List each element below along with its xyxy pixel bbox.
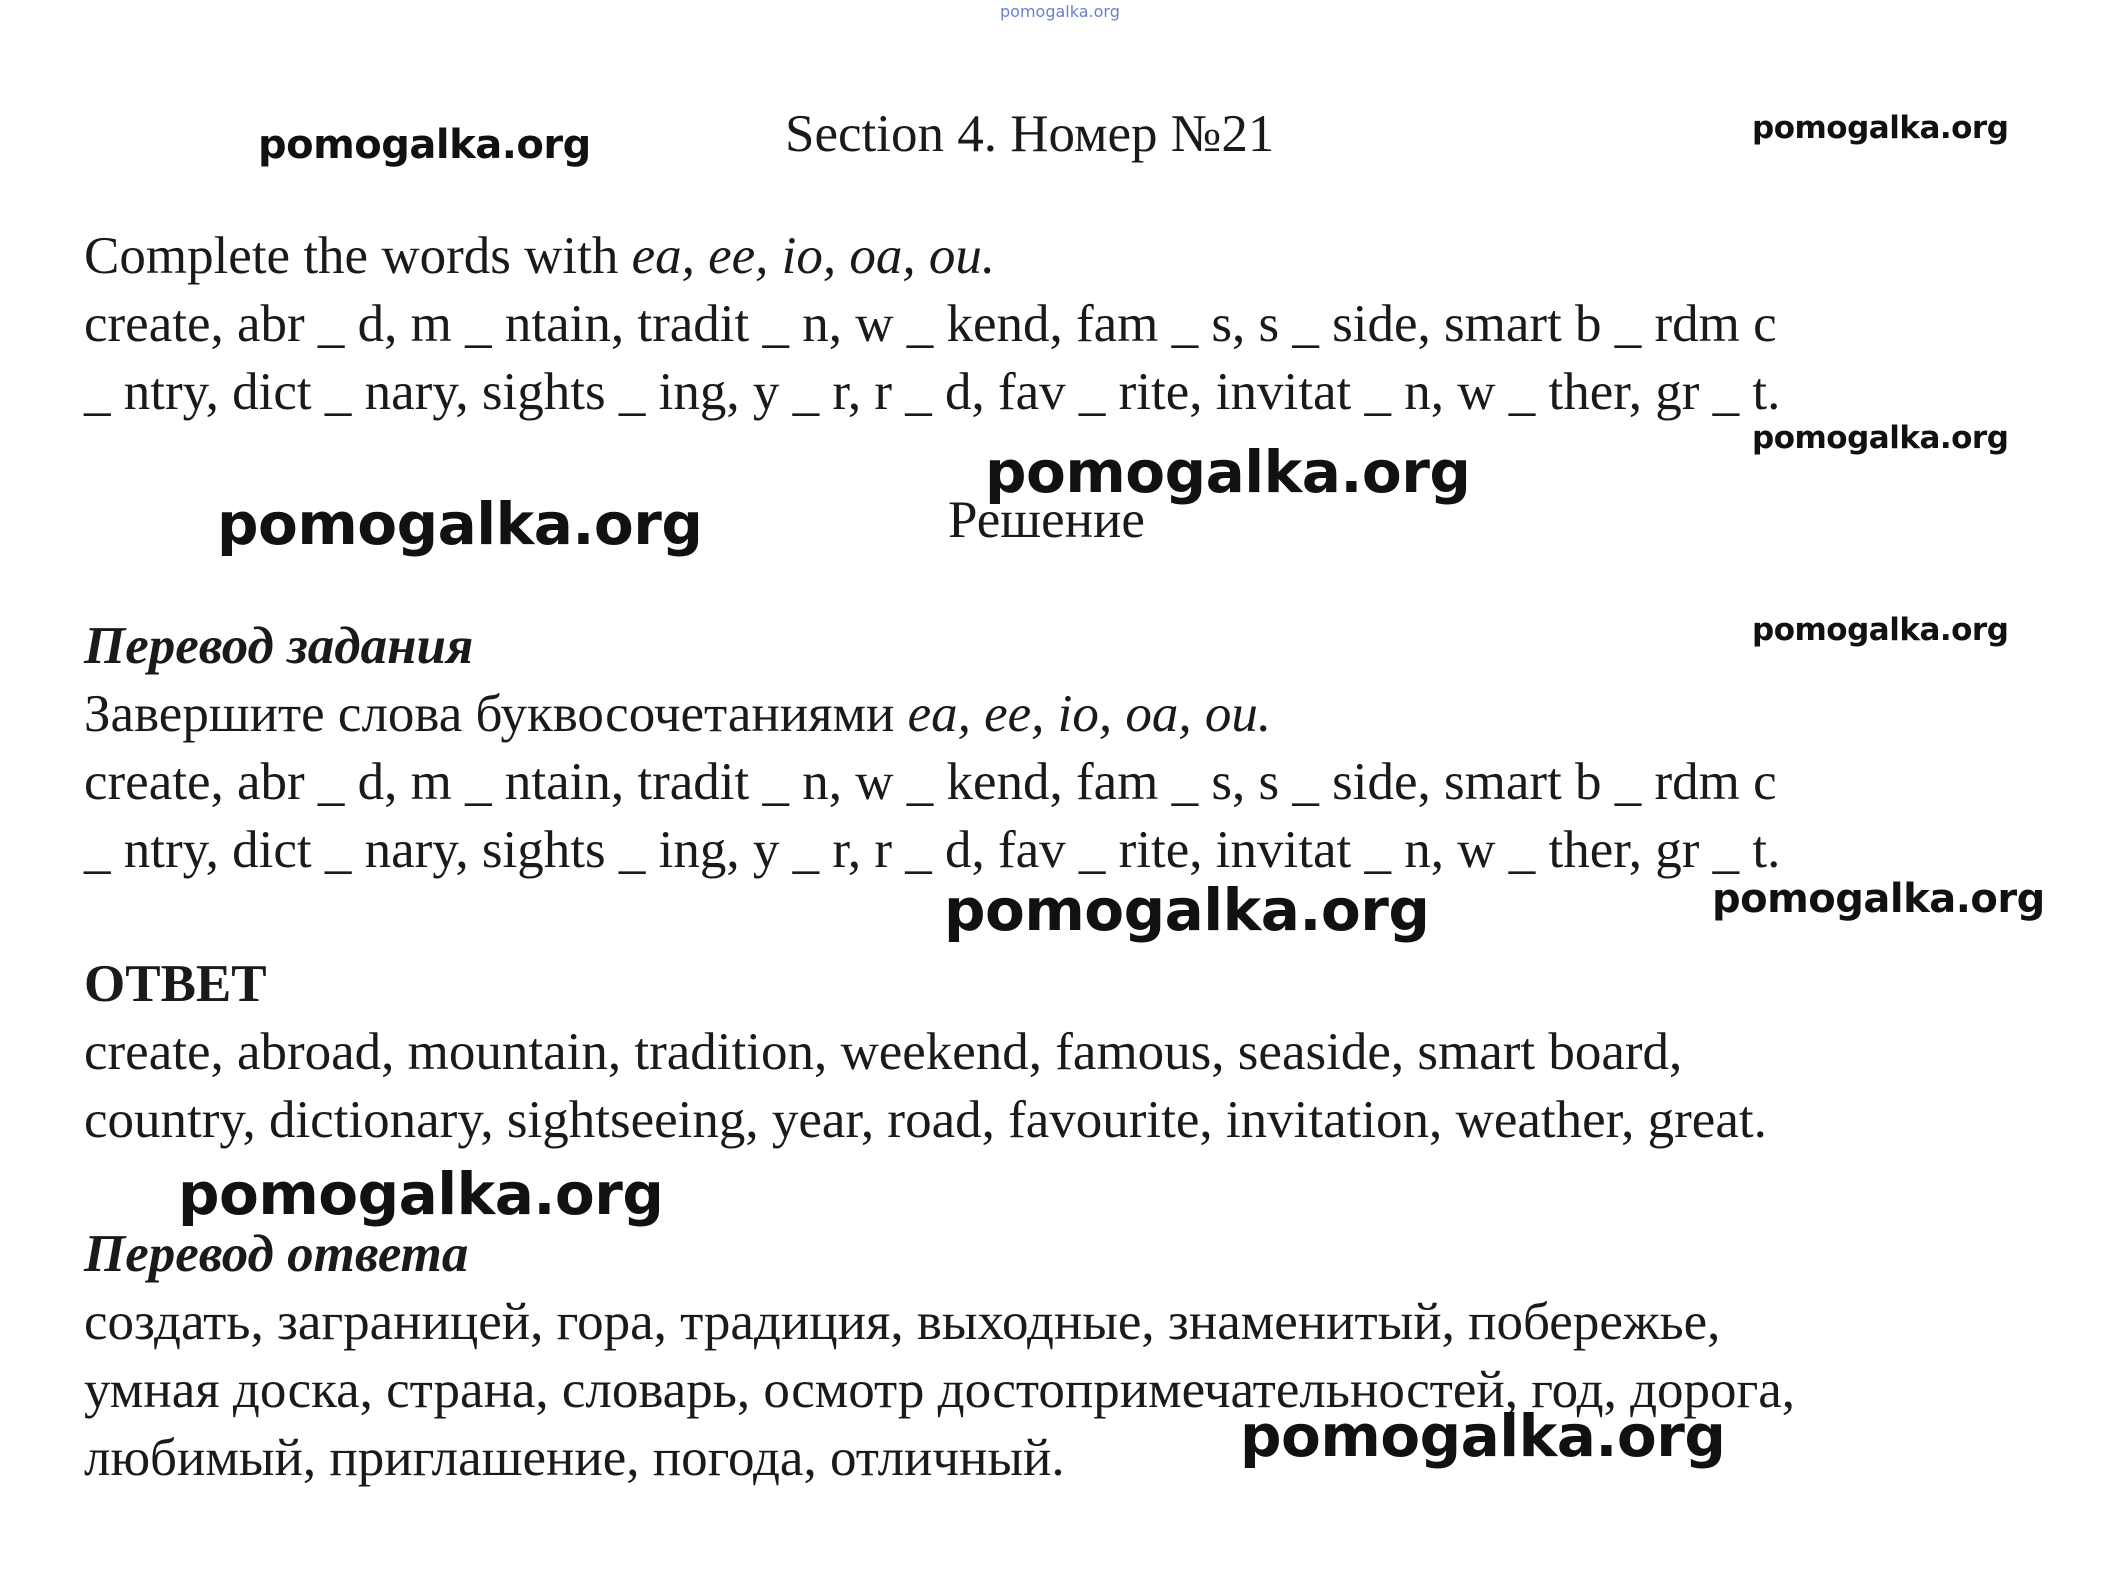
watermark: pomogalka.org [1752,110,2009,146]
answer-translation-heading: Перевод ответа [84,1225,469,1283]
task-instruction [84,222,2044,290]
answer-translation-line-3: любимый, приглашение, погода, отличный. [84,1429,1065,1487]
task-instruction-letters: ea, ee, io, oa, ou. [631,227,996,285]
watermark: pomogalka.org [217,490,703,558]
answer-translation-line-2: умная доска, страна, словарь, осмотр достопримечательностей, год, дорога, [84,1361,1796,1419]
translation-heading: Перевод задания [84,617,474,675]
task-instruction-text: Complete the words with [84,227,632,285]
solution-label: Решение [948,491,1145,549]
answer-line-1: create, abroad, mountain, tradition, weekend, famous, seaside, smart board, [84,1023,1683,1081]
watermark: pomogalka.org [985,438,1471,506]
watermark: pomogalka.org [1752,420,2009,456]
page-title: Section 4. Номер №21 [785,105,1275,163]
translation-instruction-letters: ea, ee, io, oa, ou. [907,685,1272,743]
watermark: pomogalka.org [1712,876,2045,922]
source-mark: pomogalka.org [1000,2,1120,21]
watermark: pomogalka.org [1752,612,2009,648]
watermark: pomogalka.org [1240,1402,1726,1470]
answer-line-2: country, dictionary, sightseeing, year, road, favourite, invitation, weather, great. [84,1091,1767,1149]
watermark: pomogalka.org [258,122,591,168]
translation-instruction [84,680,2044,748]
answer-heading: ОТВЕТ [84,955,267,1013]
task-words-line-1: create, abr _ d, m _ ntain, tradit _ n, w _ kend, fam _ s, s _ side, smart b _ rdm c [84,295,1777,353]
translation-words-line-1: create, abr _ d, m _ ntain, tradit _ n, w _ kend, fam _ s, s _ side, smart b _ rdm c [84,753,1777,811]
translation-instruction-text: Завершите слова буквосочетаниями [84,685,908,743]
translation-words-line-2: _ ntry, dict _ nary, sights _ ing, y _ r, r _ d, fav _ rite, invitat _ n, w _ ther, gr _ t. [84,821,1781,879]
watermark: pomogalka.org [944,876,1430,944]
task-words-line-2: _ ntry, dict _ nary, sights _ ing, y _ r, r _ d, fav _ rite, invitat _ n, w _ ther, gr _ t. [84,363,1781,421]
answer-translation-line-1: создать, заграницей, гора, традиция, выходные, знаменитый, побережье, [84,1293,1721,1351]
watermark: pomogalka.org [178,1160,664,1228]
